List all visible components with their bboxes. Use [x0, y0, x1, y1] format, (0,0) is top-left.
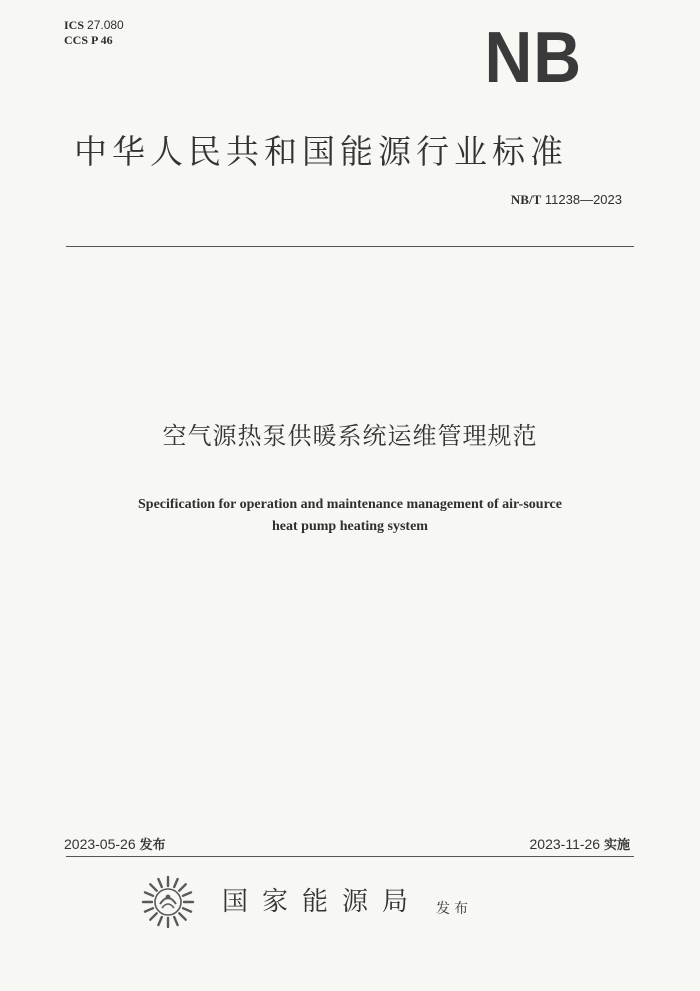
ics-label: ICS: [64, 18, 85, 32]
implement-date-label: 实施: [603, 838, 630, 853]
industry-standard-title: 中华人民共和国能源行业标准: [74, 132, 568, 171]
publisher-name: 国家能源局: [222, 887, 423, 917]
issue-date: [64, 834, 166, 853]
nb-logo: NB: [484, 18, 582, 98]
bottom-divider: [66, 856, 634, 857]
chinese-title: 空气源热泵供暖系统运维管理规范: [162, 422, 538, 450]
classification-codes: [64, 18, 124, 48]
english-title-line-2: heat pump heating system: [272, 519, 428, 534]
ics-value: 27.080: [87, 18, 124, 32]
ccs-value: P 46: [91, 33, 113, 47]
standard-number-value: 11238—2023: [544, 192, 622, 207]
english-title-line-1: Specification for operation and maintenance management of air-source: [138, 497, 562, 512]
ccs-label: CCS: [64, 33, 89, 47]
implement-date: [530, 834, 630, 853]
issue-date-value: 2023-05-26: [64, 836, 136, 852]
implement-date-value: 2023-11-26: [529, 836, 601, 852]
ccs-code: [64, 33, 124, 48]
english-title: [0, 494, 700, 538]
publisher-suffix: 发布: [436, 901, 472, 917]
standard-number-prefix: NB/T: [510, 192, 542, 207]
national-energy-administration-emblem-icon: [140, 874, 196, 930]
ics-code: [64, 18, 124, 33]
top-divider: [66, 246, 634, 247]
issue-date-label: 发布: [139, 838, 166, 853]
standard-number: [511, 192, 622, 208]
